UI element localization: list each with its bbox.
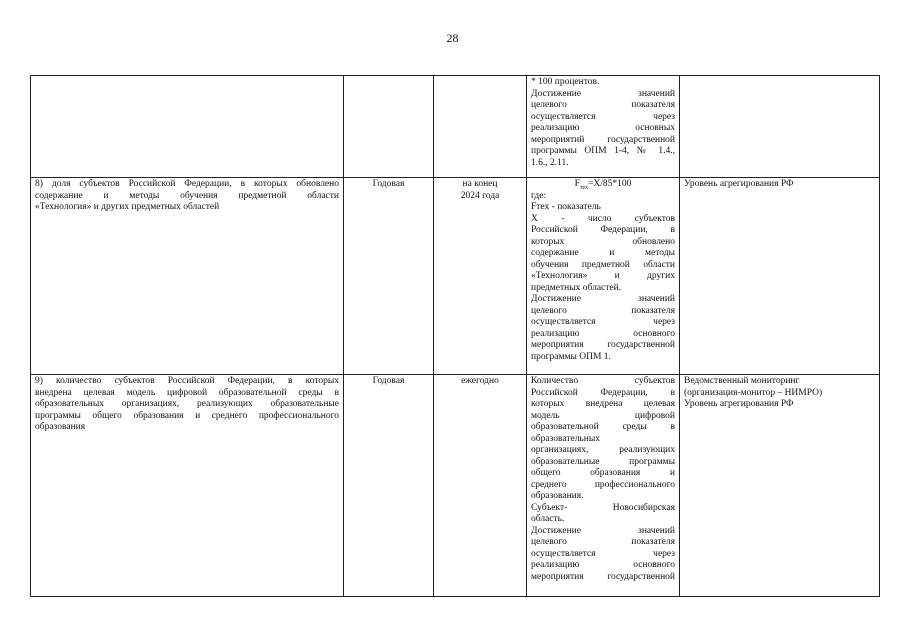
method-line: образовательных [531,433,600,444]
method-line: программы ОПМ 1. [531,351,611,362]
deadline-line: на конец [462,179,498,189]
source-line: Ведомственный мониторинг [684,376,800,386]
method-line: образовательной среды в [531,422,675,432]
periodicity-cell: Годовая [344,178,434,375]
deadline-cell [434,76,527,178]
method-line: общего образования и [531,468,675,478]
deadline-line: ежегодно [461,376,499,386]
deadline-cell [434,178,527,375]
source-cell [680,76,880,178]
method-line: предметных областей. [531,282,622,293]
table-row [31,76,880,178]
periodicity-cell: Годовая [344,375,434,597]
method-line: Российской Федерации, в [531,225,675,235]
source-line: Уровень агрегирования РФ [684,399,794,409]
indicator-line: 9) количество субъектов Российской Федерации, в которых [35,376,339,386]
method-line: организациях, реализующих [531,445,675,455]
indicator-cell [31,178,344,375]
method-line: реализацию основного [531,328,675,339]
method-line: содержание и методы [531,248,675,258]
table-row [31,375,880,597]
method-line: Количество субъектов [531,376,675,386]
method-line: мероприятия государственной [531,340,675,350]
source-line: Уровень агрегирования РФ [684,179,794,189]
formula [531,179,675,191]
indicator-line: программы общего образования и среднего профессионального [35,410,339,421]
indicator-line: образования [35,422,86,432]
indicator-line: содержание и методы обучения предметной области [35,190,339,201]
method-line: Российской Федерации, в [531,387,675,398]
formula-symbol: F [574,179,580,189]
indicator-line: 8) доля субъектов Российской Федерации, в которых обновлено [35,179,339,189]
method-line: целевого показателя [531,537,675,547]
indicator-cell [31,375,344,597]
indicator-line: образовательных организациях, реализующих образовательные [35,399,339,409]
periodicity-cell [344,76,434,178]
method-line: X - число субъектов [531,213,675,224]
method-cell [527,178,680,375]
method-line: обучения предметной области [531,259,675,270]
method-line: которых обновлено [531,236,675,247]
page-number: 28 [446,31,459,45]
method-line: осуществляется через [531,548,675,559]
formula-subscript: тех [579,184,589,191]
method-line: образования. [531,491,584,501]
method-line: Достижение значений [531,88,675,99]
method-line: осуществляется через [531,317,675,327]
method-line: модель цифровой [531,410,675,421]
indicator-cell [31,76,344,178]
method-cell [527,76,680,178]
method-line: среднего профессионального [531,479,675,490]
method-line: область. [531,514,565,524]
indicators-table [30,75,880,597]
method-line: Fтех - показатель [531,202,601,212]
method-line: * 100 процентов. [531,77,600,87]
method-line: целевого показателя [531,100,675,110]
method-line: программы ОПМ 1-4, № 1.4., [531,146,675,156]
method-line: реализацию основных [531,123,675,133]
table-row [31,178,880,375]
method-cell [527,375,680,597]
method-line: Субъект- Новосибирская [531,502,675,513]
method-line: «Технология» и других [531,271,675,281]
source-cell [680,375,880,597]
method-line: Достижение значений [531,525,675,536]
method-line: 1.6., 2.11. [531,157,569,168]
method-line: образовательные программы [531,456,675,467]
source-line: (организация-монитор – НИМРО) [684,387,823,398]
method-line: осуществляется через [531,111,675,122]
method-line: Достижение значений [531,294,675,304]
deadline-line: 2024 года [460,190,500,201]
indicator-line: внедрена целевая модель цифровой образовательной среды в [35,387,339,398]
method-line: реализацию основного [531,560,675,570]
method-line: которых внедрена целевая [531,399,675,409]
deadline-cell [434,375,527,597]
method-line: мероприятий государственной [531,134,675,145]
method-line: целевого показателя [531,305,675,316]
indicator-line: «Технология» и других предметных областей [35,202,220,212]
source-cell [680,178,880,375]
formula-rest: =X/85*100 [588,179,632,189]
method-line: мероприятия государственной [531,571,675,582]
method-line: где: [531,190,547,201]
